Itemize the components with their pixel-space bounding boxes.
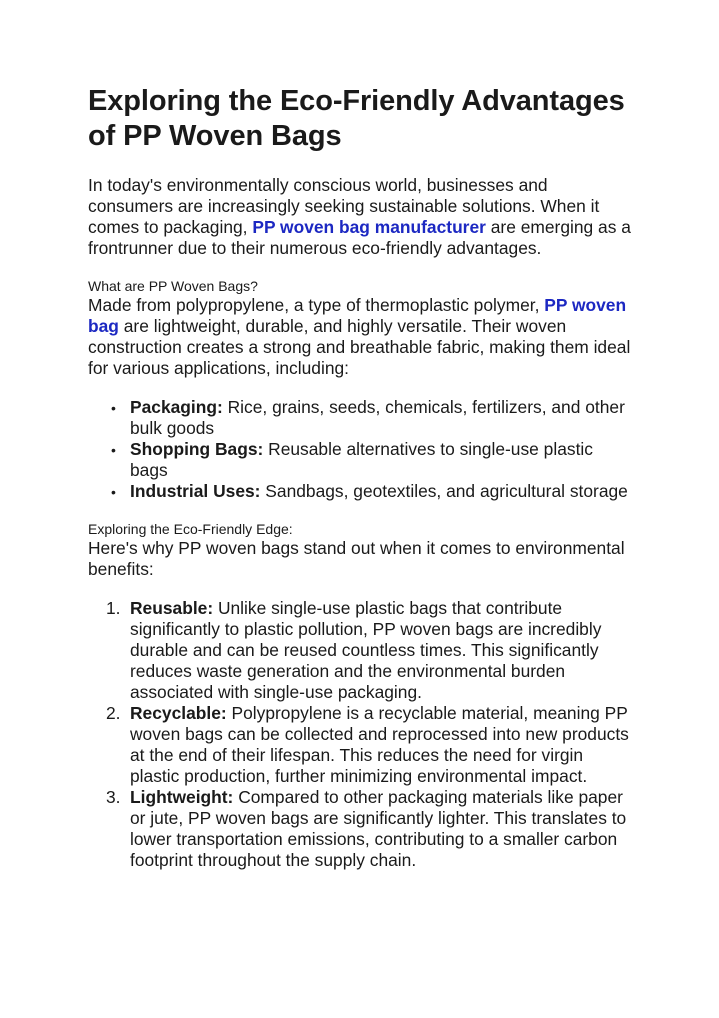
applications-list [88,397,633,502]
pp-woven-bag-manufacturer-link[interactable]: PP woven bag manufacturer [252,217,486,237]
list-item-text: Reusable alternatives to single-use plastic bags [130,439,593,480]
list-item-label: Recyclable: [130,703,227,723]
intro-text-before: In today's environmentally conscious world, businesses and consumers are increasingly seeking sustainable solutions. When it comes to packaging, [88,175,600,237]
list-item [88,481,633,502]
list-number: 3. [106,787,121,807]
benefits-list [88,598,633,871]
section2-intro: Here's why PP woven bags stand out when it comes to environmental benefits: [88,538,625,579]
pp-woven-bag-link[interactable]: PP woven bag [88,295,627,336]
list-item-label: Packaging: [130,397,223,417]
list-item-label: Reusable: [130,598,214,618]
section2-heading: Exploring the Eco-Friendly Edge: [88,521,293,537]
list-number: 2. [106,703,121,723]
page-title: Exploring the Eco-Friendly Advantages of PP Woven Bags [88,85,625,152]
list-item-label: Industrial Uses: [130,481,261,501]
list-item-text: Compared to other packaging materials like paper or jute, PP woven bags are significantly lighter. This translates to lower transportation emissions, contributing to a smaller carbon footprint throughout the supply chain. [130,787,627,870]
list-item-label: Shopping Bags: [130,439,264,459]
bullet-icon: • [111,442,116,458]
bullet-icon: • [111,484,116,500]
intro-text-after: are emerging as a frontrunner due to their numerous eco-friendly advantages. [88,217,631,258]
list-item-label: Lightweight: [130,787,234,807]
list-item-text: Polypropylene is a recyclable material, meaning PP woven bags can be collected and reprocessed into new products at the end of their lifespan. This reduces the need for virgin plastic production, further minimizing environmental impact. [130,703,629,786]
list-item [88,703,633,787]
list-item-text: Unlike single-use plastic bags that contribute significantly to plastic pollution, PP woven bags are incredibly durable and can be reused countless times. This significantly reduces waste generation and the environmental burden associated with single-use packaging. [130,598,602,702]
document-page [88,84,633,871]
bullet-icon: • [111,400,116,416]
section1-heading: What are PP Woven Bags? [88,278,258,294]
section1-text-after: are lightweight, durable, and highly versatile. Their woven construction creates a strong and breathable fabric, making them ideal for various applications, including: [88,316,631,378]
intro-paragraph [88,175,633,259]
section1-text-before: Made from polypropylene, a type of thermoplastic polymer, [88,295,545,315]
list-item [88,598,633,703]
list-number: 1. [106,598,121,618]
section1-paragraph [88,295,633,379]
list-item [88,439,633,481]
list-item [88,787,633,871]
list-item [88,397,633,439]
list-item-text: Rice, grains, seeds, chemicals, fertilizers, and other bulk goods [130,397,625,438]
list-item-text: Sandbags, geotextiles, and agricultural storage [260,481,628,501]
